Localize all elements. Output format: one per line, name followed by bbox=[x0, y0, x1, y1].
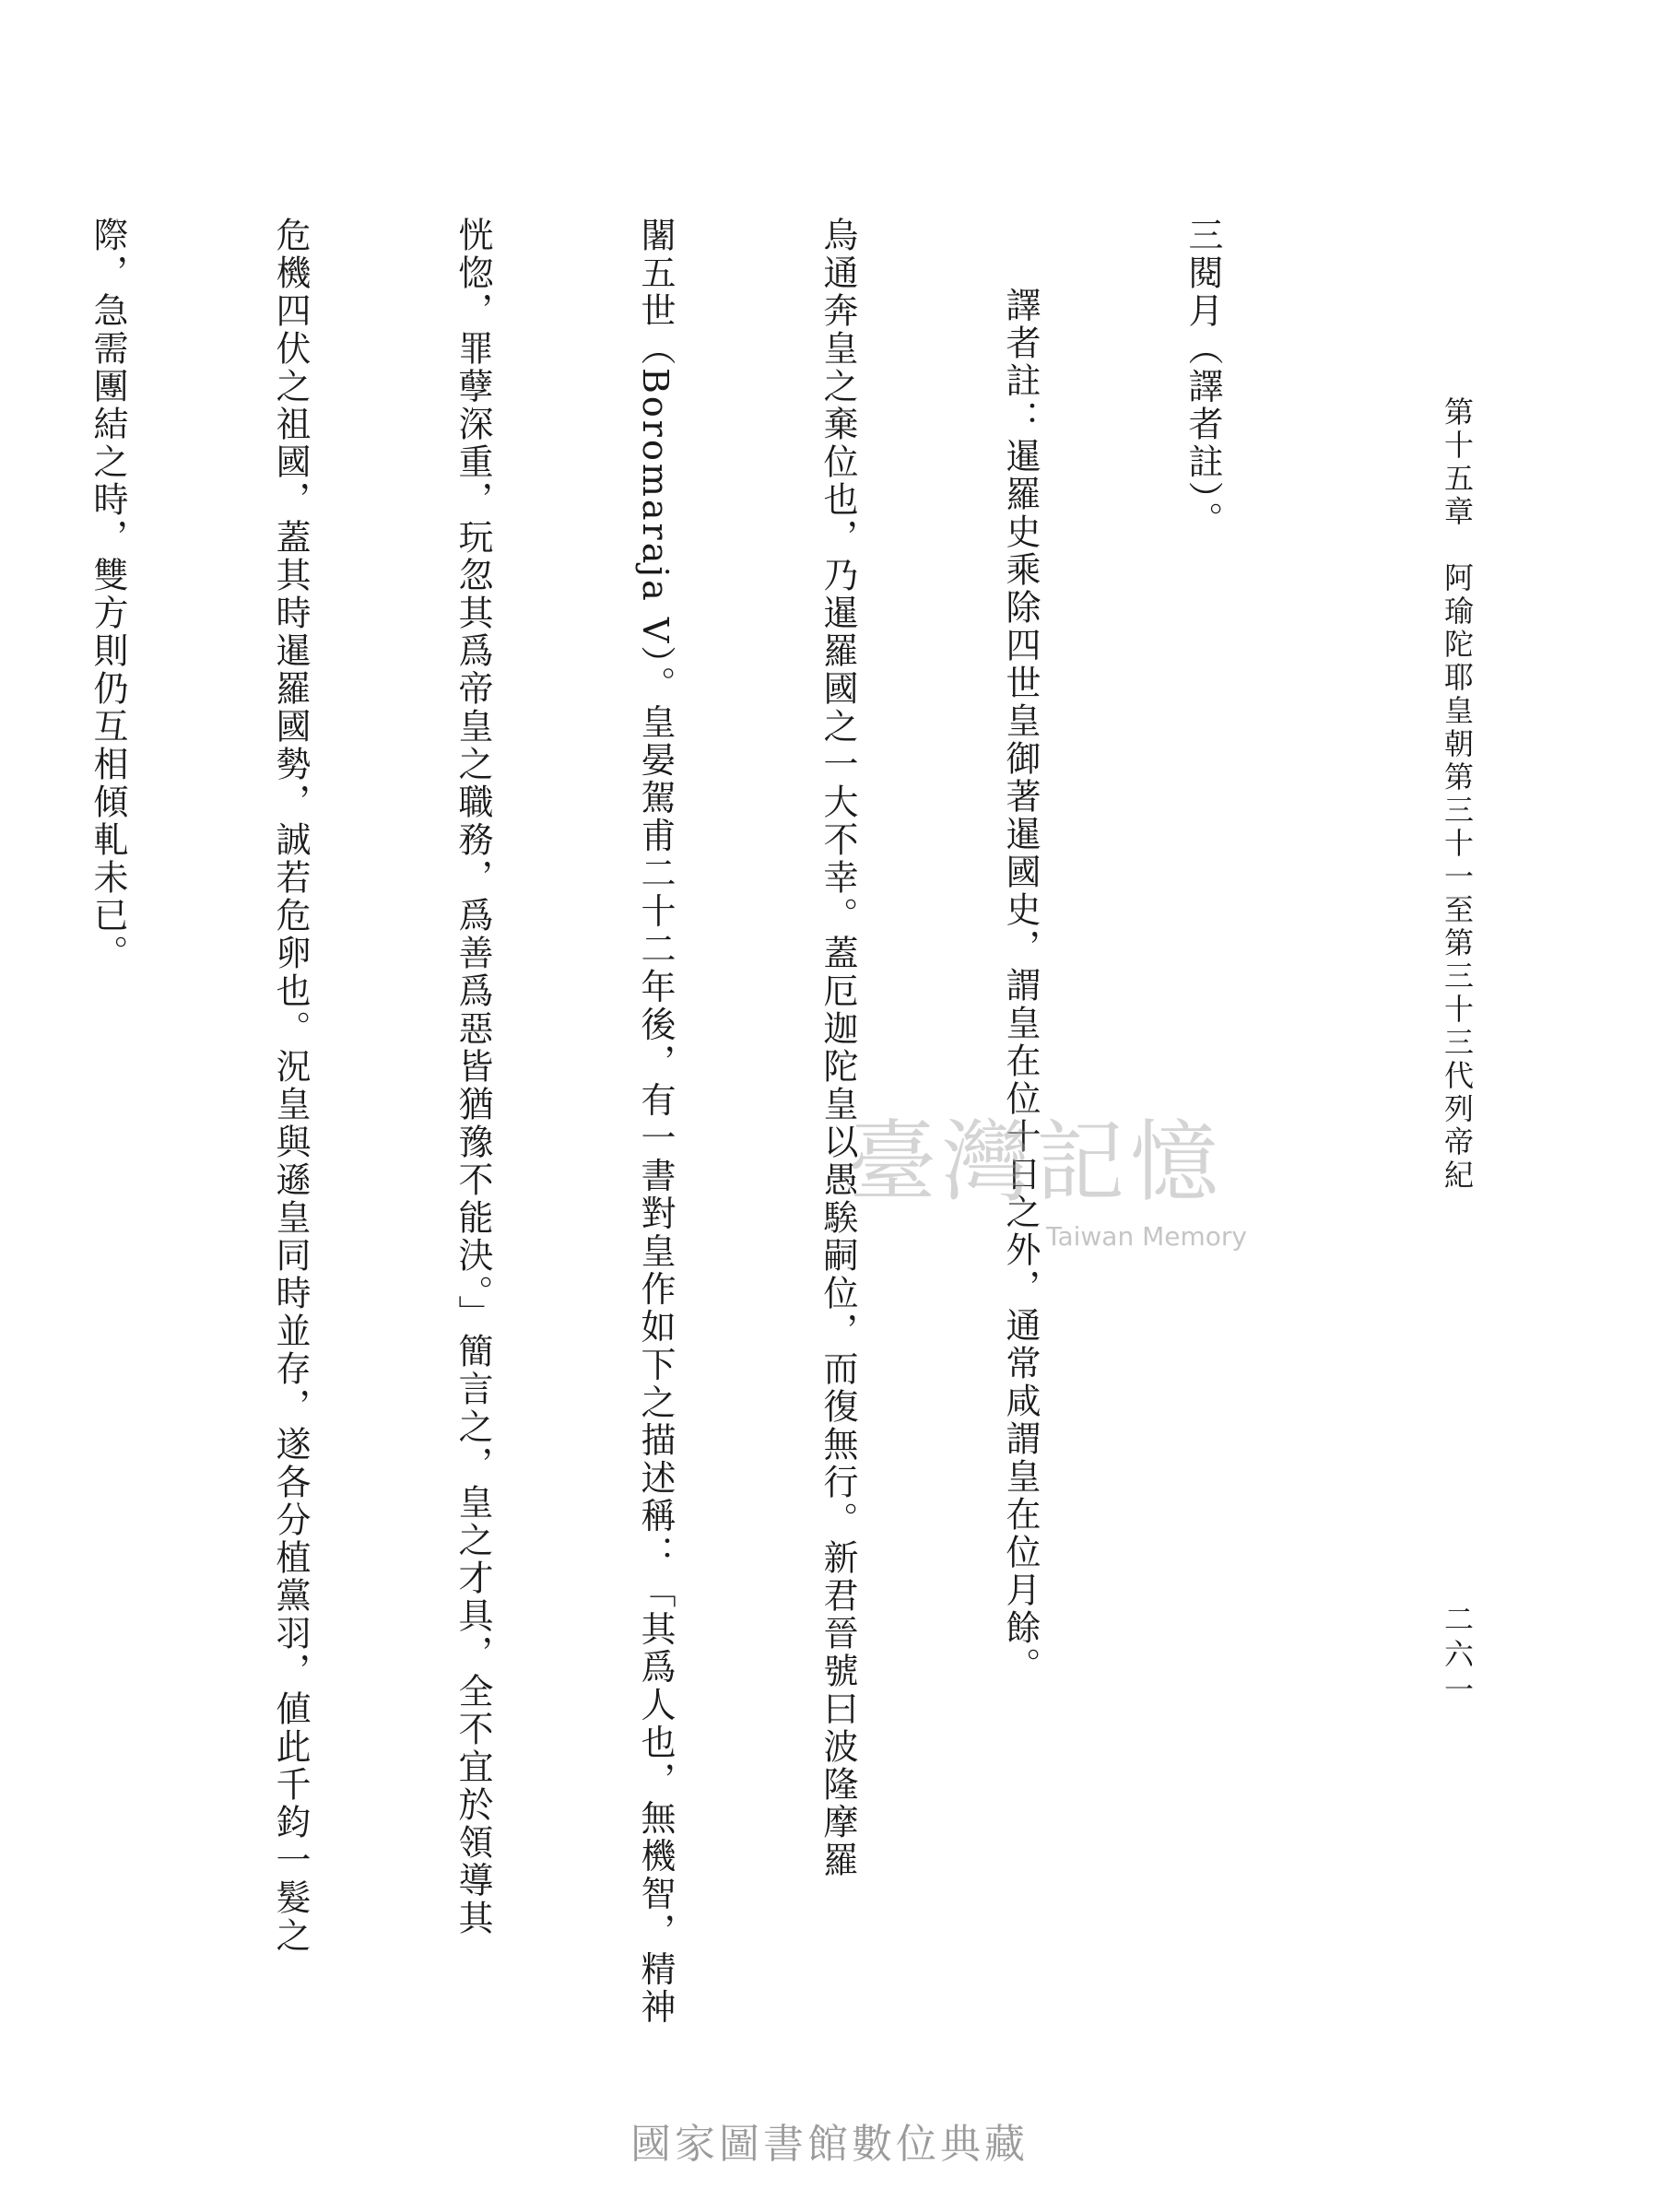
watermark-logo: 臺灣記憶 bbox=[848, 1111, 1224, 1214]
body-text bbox=[0, 217, 1355, 2027]
watermark-caption: Taiwan Memory bbox=[1046, 1221, 1247, 1252]
footer-library-credit: 國家圖書館數位典藏 bbox=[630, 2121, 1029, 2168]
body-line-1: 三閱月（譯者註）。 bbox=[1182, 217, 1223, 539]
body-line-3: 烏通奔皇之棄位也，乃暹羅國之一大不幸。蓋厄迦陀皇以愚騃嗣位，而復無行。新君晉號曰波隆摩羅 bbox=[818, 217, 858, 1879]
body-line-7: 際，急需團結之時，雙方則仍互相傾軋未已。 bbox=[88, 217, 128, 972]
body-line-5: 恍惚，罪孽深重，玩忽其爲帝皇之職務，爲善爲惡皆猶豫不能決。」簡言之，皇之才具，全不宜於領導其 bbox=[453, 217, 493, 1937]
body-line-6: 危機四伏之祖國，蓋其時暹羅國勢，誠若危卵也。況皇與遜皇同時並存，遂各分植黨羽，値此千鈞一髮之 bbox=[270, 217, 311, 1955]
body-line-4: 闍五世（Boromaraja V）。皇晏駕甫二十二年後，有一書對皇作如下之描述稱：「其爲人也，無機智，精神 bbox=[635, 217, 676, 2027]
page-number: 二六一 bbox=[1440, 1604, 1475, 1709]
running-header: 第十五章 阿瑜陀耶皇朝第三十一至第三十三代列帝紀 bbox=[1440, 396, 1475, 1193]
body-line-2-note: 譯者註：暹羅史乘除四世皇御著暹國史，謂皇在位十日之外，通常咸謂皇在位月餘。 bbox=[1000, 287, 1041, 1685]
